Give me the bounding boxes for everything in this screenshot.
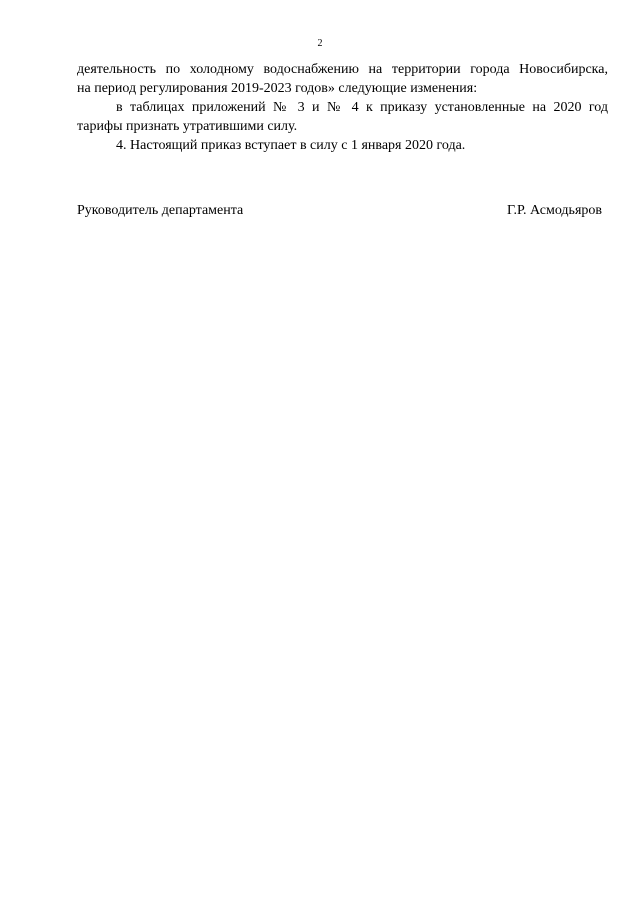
page-number: 2 (317, 38, 323, 49)
paragraph-line-2: на период регулирования 2019-2023 годов» следующие изменения: (77, 81, 478, 96)
signatory-name: Г.Р. Асмодьяров (506, 203, 602, 218)
paragraph-line-4: тарифы признать утратившими силу. (77, 119, 298, 134)
paragraph-line-5: 4. Настоящий приказ вступает в силу с 1 января 2020 года. (116, 138, 466, 153)
paragraph-line-3: в таблицах приложений № 3 и № 4 к приказу установленные на 2020 год (116, 100, 608, 115)
document-body (77, 60, 608, 155)
signatory-position: Руководитель департамента (77, 203, 244, 218)
paragraph-line-1: деятельность по холодному водоснабжению на территории города Новосибирска, (77, 62, 608, 77)
